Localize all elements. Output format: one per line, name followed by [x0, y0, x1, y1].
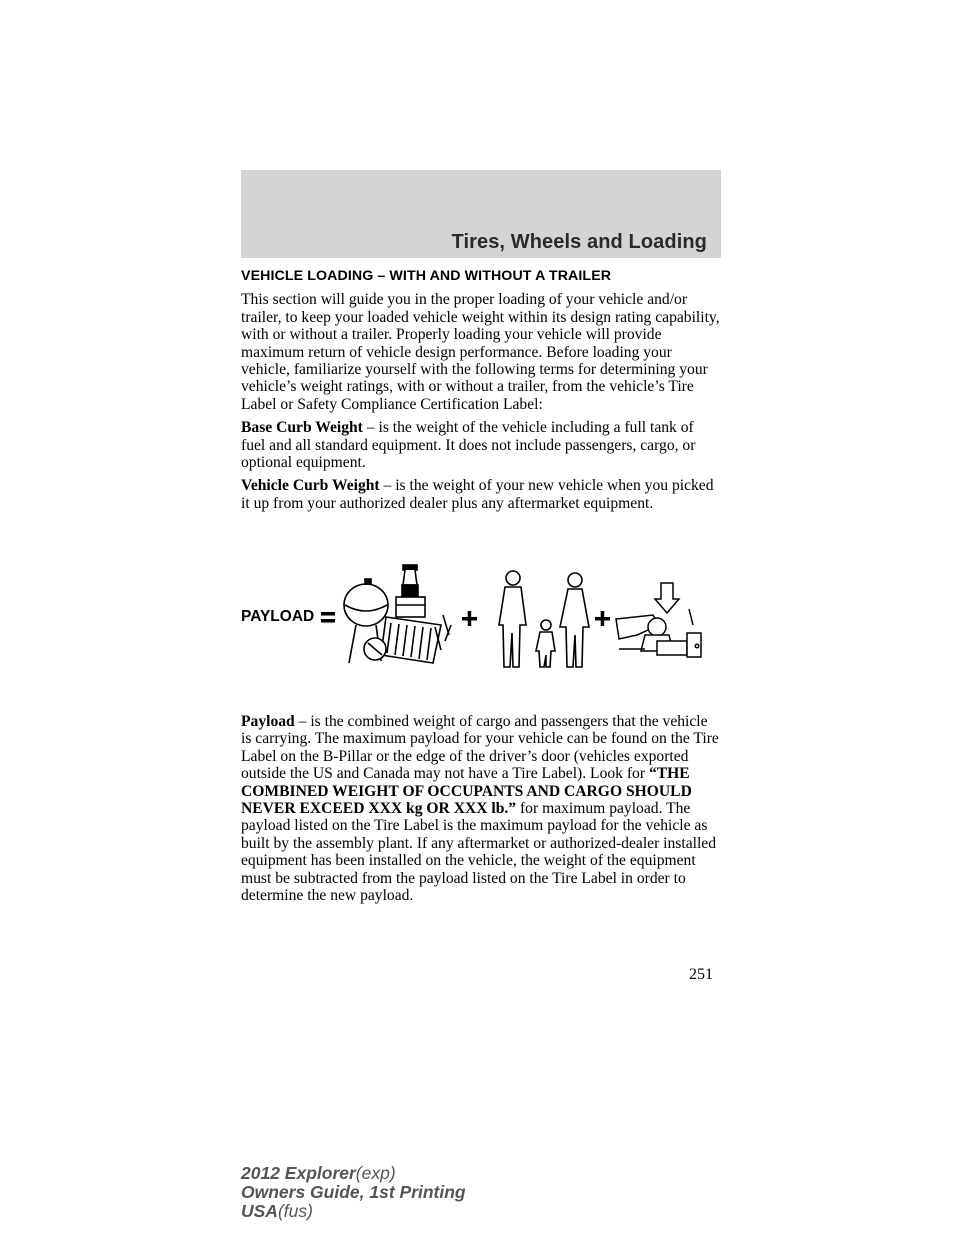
chapter-title: Tires, Wheels and Loading [451, 231, 707, 253]
footer-market: USA [241, 1201, 278, 1221]
footer-market-code: (fus) [277, 1201, 313, 1221]
payload-label: PAYLOAD [241, 608, 315, 625]
document-footer [241, 1164, 466, 1221]
base-curb-text: – is the weight of the vehicle including a full tank of fuel and all standard equipment. It does not include passengers, cargo, or optional equipment. [241, 419, 696, 472]
term-vehicle-curb-weight: Vehicle Curb Weight [241, 477, 380, 495]
footer-model: 2012 Explorer [241, 1163, 356, 1183]
vehicle-curb-definition [241, 477, 721, 512]
section-heading: VEHICLE LOADING – WITH AND WITHOUT A TRAILER [241, 268, 612, 284]
vehicle-curb-text: – is the weight of your new vehicle when you picked it up from your authorized dealer plus any aftermarket equipment. [241, 477, 714, 512]
payload-equation-svg [241, 555, 721, 675]
page-number: 251 [689, 966, 713, 983]
passengers-icon [499, 571, 589, 667]
footer-line-1 [241, 1164, 466, 1183]
footer-model-code: (exp) [355, 1163, 396, 1183]
plus-sign [462, 611, 477, 626]
term-base-curb-weight: Base Curb Weight [241, 419, 363, 437]
payload-warning-text: “THE COMBINED WEIGHT OF OCCUPANTS AND CARGO SHOULD NEVER EXCEED XXX kg OR XXX lb.” [241, 765, 692, 818]
term-payload: Payload [241, 713, 295, 730]
payload-definition [241, 713, 721, 904]
base-curb-definition [241, 419, 721, 471]
chapter-header-band [241, 170, 721, 258]
footer-line-2: Owners Guide, 1st Printing [241, 1182, 466, 1202]
equals-sign [321, 612, 335, 623]
main-content [241, 268, 721, 518]
intro-paragraph: This section will guide you in the proper loading of your vehicle and/or trailer, to keep your loaded vehicle weight within its design rating capability, with or without a trailer. Properly loading your vehicle will provide maximum return of vehicle design performance. Before loading your vehicle, familiarize yourself with the following terms for determining your vehicle’s weight ratings, with or without a trailer, from the vehicle’s Tire Label or Safety Compliance Certification Label: [241, 291, 720, 413]
payload-text-1: – is the combined weight of cargo and passengers that the vehicle is carrying. The maximum payload for your vehicle can be found on the Tire Label on the B-Pillar or the edge of the driver’s door (vehicles exported outside the US and Canada may not have a Tire Label). Look for [241, 713, 719, 783]
trailer-hitch-icon [616, 583, 701, 657]
cargo-icon [344, 565, 451, 663]
plus-sign [595, 611, 610, 626]
payload-illustration [241, 555, 721, 675]
footer-line-3 [241, 1202, 466, 1221]
payload-text-2: for maximum payload. The payload listed on the Tire Label is the maximum payload for the vehicle as built by the assembly plant. If any aftermarket or authorized-dealer installed equipment has been installed on the vehicle, the weight of the equipment must be subtracted from the payload listed on the Tire Label in order to determine the new payload. [241, 800, 717, 905]
